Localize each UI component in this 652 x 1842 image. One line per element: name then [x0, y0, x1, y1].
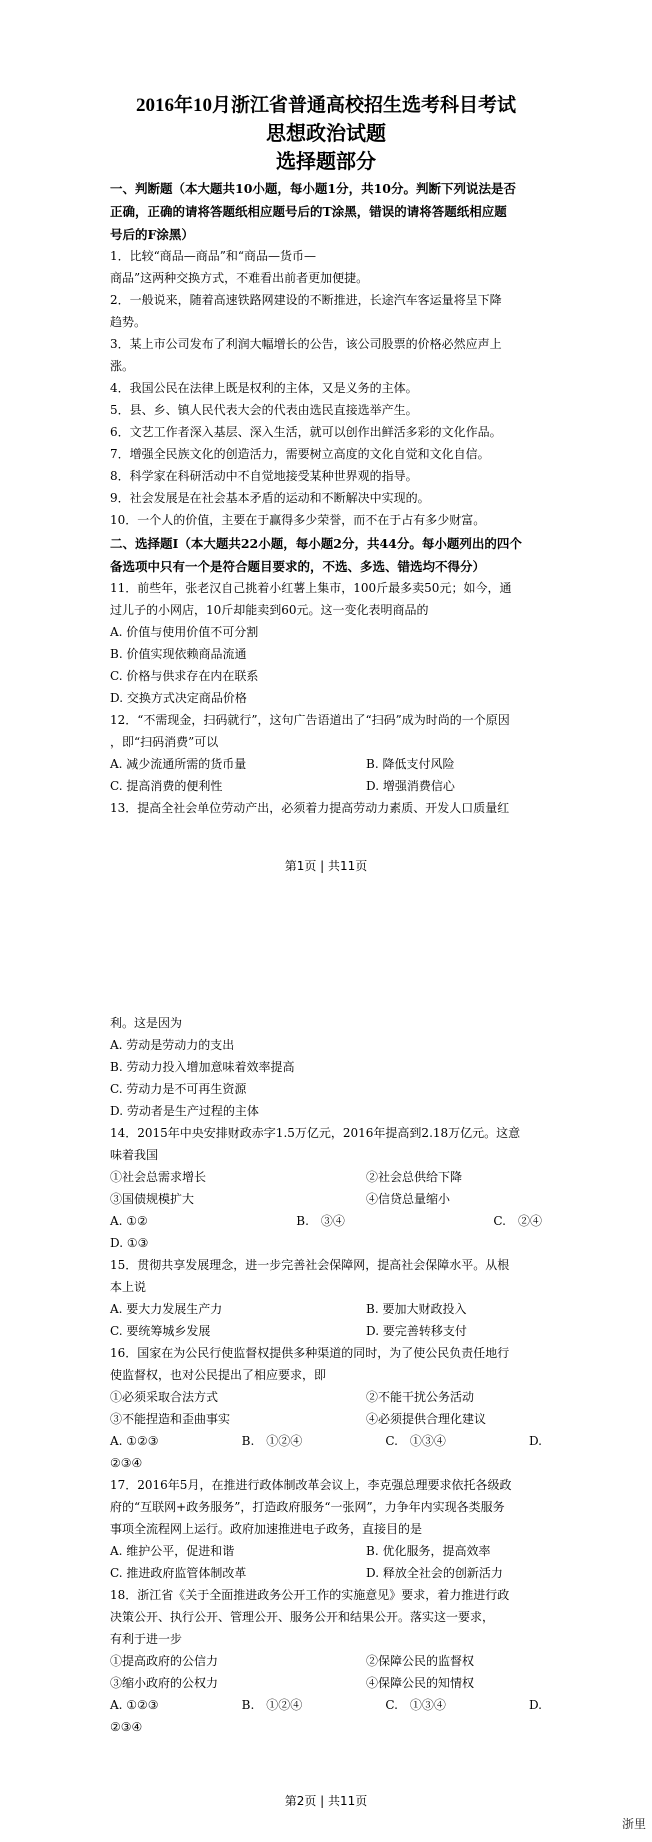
option-row: [110, 1694, 542, 1716]
page-footer: 第2页 | 共11页: [284, 1794, 368, 1808]
statement-4: ④信贷总量缩小: [366, 1192, 451, 1206]
question-13-continued: 利。这是因为 A. 劳动是劳动力的支出 B. 劳动力投入增加意味着效率提高 C. 劳动力是不可再生资源 D. 劳动者是生产过程的主体: [110, 1012, 542, 1122]
option-a: A. ①②: [110, 1214, 148, 1228]
option-row: [110, 1210, 542, 1232]
option-d: ②③④: [110, 1720, 143, 1734]
judgment-8: 8．科学家在科研活动中不自觉地接受某种世界观的指导。: [110, 469, 418, 483]
statement-grid: [110, 1386, 542, 1430]
judgment-3: 3．某上市公司发布了利润大幅增长的公告，该公司股票的价格必然应声上 涨。: [110, 337, 502, 373]
page-2: [0, 900, 652, 1842]
option-grid: [110, 1540, 542, 1584]
option-b: B. 降低支付风险: [366, 757, 455, 771]
option-b: B. 价值实现依赖商品流通: [110, 647, 247, 661]
judgment-9: 9．社会发展是在社会基本矛盾的运动和不断解决中实现的。: [110, 491, 430, 505]
page-1: [0, 0, 652, 900]
option-a: A. 维护公平，促进和谐: [110, 1544, 235, 1558]
option-b: B. ①②④: [241, 1698, 303, 1712]
option-c: C. ①③④: [385, 1698, 446, 1712]
question-18: 18．浙江省《关于全面推进政务公开工作的实施意见》要求，着力推进行政 决策公开、执行公开、管理公开、服务公开和结果公开。落实这一要求， 有利于进一步 ①提高政府的公信力 ②保障公民的监督权 ③缩小政府的公权力 ④保障公民的知情权 A. ①②③ B. ①②④ C. ①③④ D. ②③④: [110, 1584, 542, 1738]
judgment-7: 7．增强全民族文化的创造活力，需要树立高度的文化自觉和文化自信。: [110, 447, 490, 461]
judgment-1: 1．比较“商品—商品”和“商品—货币— 商品”这两种交换方式，不难看出前者更加便捷。: [110, 249, 369, 285]
judgment-4: 4．我国公民在法律上既是权利的主体，又是义务的主体。: [110, 381, 418, 395]
judgment-10: 10．一个人的价值，主要在于赢得多少荣誉，而不在于占有多少财富。: [110, 513, 486, 527]
option-d: D. 要完善转移支付: [366, 1324, 467, 1338]
option-c: C. 推进政府监管体制改革: [110, 1566, 247, 1580]
option-b: B. 劳动力投入增加意味着效率提高: [110, 1060, 295, 1074]
option-a: A. 劳动是劳动力的支出: [110, 1038, 235, 1052]
option-a: A. 减少流通所需的货币量: [110, 757, 247, 771]
option-grid: [110, 753, 542, 797]
option-d: D. 释放全社会的创新活力: [366, 1566, 503, 1580]
statement-2: ②不能干扰公务活动: [366, 1390, 475, 1404]
page-1-content: [110, 92, 542, 819]
option-a: A. 价值与使用价值不可分割: [110, 625, 259, 639]
option-b: B. ①②④: [241, 1434, 303, 1448]
statement-1: ①提高政府的公信力: [110, 1654, 219, 1668]
option-c: C. 价格与供求存在内在联系: [110, 669, 259, 683]
statement-2: ②保障公民的监督权: [366, 1654, 475, 1668]
option-c: C. ②④: [493, 1214, 542, 1228]
section-1-heading: 一、判断题（本大题共10小题，每小题1分，共10分。判断下列说法是否 正确，正确的请将答题纸相应题号后的T涂黑，错误的请将答题纸相应题 号后的F涂黑）: [110, 181, 516, 242]
exam-title: 2016年10月浙江省普通高校招生选考科目考试: [135, 95, 516, 116]
option-d: D. ①③: [110, 1236, 149, 1250]
option-row: [110, 1430, 542, 1452]
option-a: A. 要大力发展生产力: [110, 1302, 223, 1316]
statement-3: ③国债规模扩大: [110, 1192, 195, 1206]
option-a: A. ①②③: [110, 1434, 159, 1448]
option-d: D. 增强消费信心: [366, 779, 455, 793]
question-11: 11．前些年，张老汉自己挑着小红薯上集市，100斤最多卖50元；如今，通 过儿子的小网店，10斤却能卖到60元。这一变化表明商品的 A. 价值与使用价值不可分割 B. 价值实现依赖商品流通 C. 价格与供求存在内在联系 D. 交换方式决定商品价格: [110, 577, 542, 709]
question-13-start: 13．提高全社会单位劳动产出，必须着力提高劳动力素质、开发人口质量红: [110, 801, 510, 815]
option-a: A. ①②③: [110, 1698, 159, 1712]
option-grid: [110, 1298, 542, 1342]
option-b: B. ③④: [296, 1214, 345, 1228]
option-c: C. ①③④: [385, 1434, 446, 1448]
part-title: 选择题部分: [276, 151, 376, 173]
statement-grid: [110, 1166, 542, 1210]
statement-2: ②社会总供给下降: [366, 1170, 463, 1184]
statement-4: ④必须提供合理化建议: [366, 1412, 487, 1426]
statement-3: ③缩小政府的公权力: [110, 1676, 219, 1690]
question-12: 12．“不需现金，扫码就行”，这句广告语道出了“扫码”成为时尚的一个原因 ，即“扫码消费”可以 A. 减少流通所需的货币量 B. 降低支付风险 C. 提高消费的便利性 D. 增强消费信心: [110, 709, 542, 797]
option-c: C. 劳动力是不可再生资源: [110, 1082, 247, 1096]
statement-4: ④保障公民的知情权: [366, 1676, 475, 1690]
statement-3: ③不能捏造和歪曲事实: [110, 1412, 231, 1426]
question-14: 14．2015年中央安排财政赤字1.5万亿元，2016年提高到2.18万亿元。这意 味着我国 ①社会总需求增长 ②社会总供给下降 ③国债规模扩大 ④信贷总量缩小 A. ①② B. ③④ C. ②④ D. ①③: [110, 1122, 542, 1254]
question-16: 16．国家在为公民行使监督权提供多种渠道的同时，为了使公民负责任地行 使监督权，也对公民提出了相应要求，即 ①必须采取合法方式 ②不能干扰公务活动 ③不能捏造和歪曲事实 ④必须提供合理化建议 A. ①②③ B. ①②④ C. ①③④ D. ②③④: [110, 1342, 542, 1474]
judgment-5: 5．县、乡、镇人民代表大会的代表由选民直接选举产生。: [110, 403, 418, 417]
page-footer: 第1页 | 共11页: [284, 859, 368, 873]
option-c: C. 提高消费的便利性: [110, 779, 223, 793]
statement-grid: [110, 1650, 542, 1694]
question-15: 15．贯彻共享发展理念，进一步完善社会保障网，提高社会保障水平。从根 本上说 A. 要大力发展生产力 B. 要加大财政投入 C. 要统筹城乡发展 D. 要完善转移支付: [110, 1254, 542, 1342]
judgment-2: 2．一般说来，随着高速铁路网建设的不断推进，长途汽车客运量将呈下降 趋势。: [110, 293, 502, 329]
statement-1: ①社会总需求增长: [110, 1170, 207, 1184]
page-2-content: [110, 1012, 542, 1738]
option-b: B. 优化服务，提高效率: [366, 1544, 491, 1558]
judgment-list: [110, 245, 542, 531]
judgment-6: 6．文艺工作者深入基层、深入生活，就可以创作出鲜活多彩的文化作品。: [110, 425, 502, 439]
option-b: B. 要加大财政投入: [366, 1302, 467, 1316]
watermark: 浙里: [621, 1817, 646, 1831]
question-17: 17．2016年5月，在推进行政体制改革会议上，李克强总理要求依托各级政 府的“互联网+政务服务”，打造政府服务“一张网”，力争年内实现各类服务 事项全流程网上运行。政府加速推进电子政务，直接目的是 A. 维护公平，促进和谐 B. 优化服务，提高效率 C. 推进政府监管体制改革 D. 释放全社会的创新活力: [110, 1474, 542, 1584]
section-2-heading: 二、选择题Ⅰ（本大题共22小题，每小题2分，共44分。每小题列出的四个 备选项中只有一个是符合题目要求的，不选、多选、错选均不得分）: [110, 536, 522, 574]
subject-title: 思想政治试题: [266, 123, 386, 145]
option-d: D. 劳动者是生产过程的主体: [110, 1104, 259, 1118]
option-d: D. 交换方式决定商品价格: [110, 691, 247, 705]
option-d-label: D.: [528, 1434, 542, 1448]
option-c: C. 要统筹城乡发展: [110, 1324, 211, 1338]
option-d-label: D.: [528, 1698, 542, 1712]
statement-1: ①必须采取合法方式: [110, 1390, 219, 1404]
option-d: ②③④: [110, 1456, 143, 1470]
